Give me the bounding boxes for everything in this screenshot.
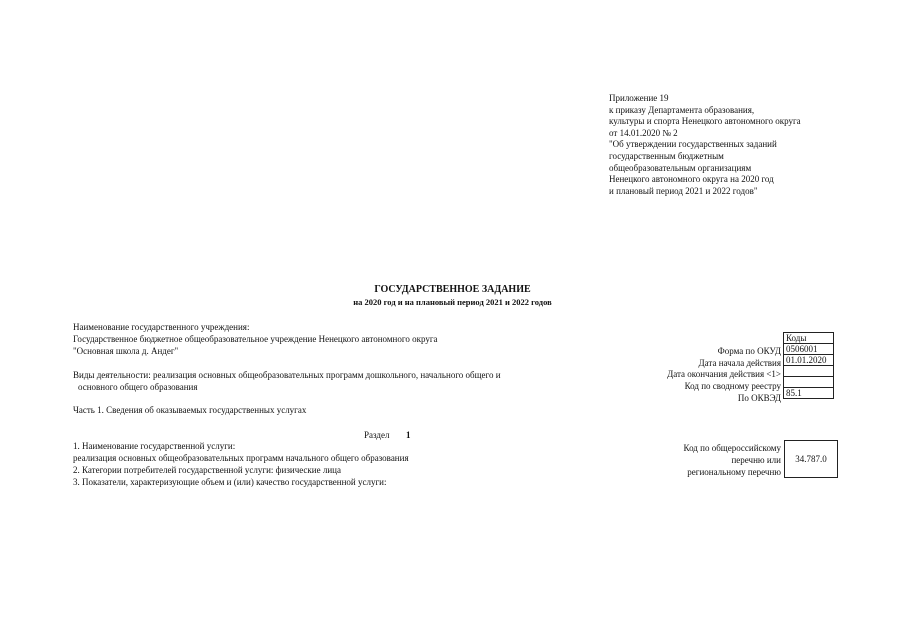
registry-code-label: Код по сводному реестру bbox=[684, 381, 781, 391]
registry-code-box bbox=[784, 440, 838, 478]
appendix-line: к приказу Департамента образования, bbox=[609, 104, 755, 115]
appendix-line: от 14.01.2020 № 2 bbox=[609, 127, 678, 138]
activity-line-2: основного общего образования bbox=[78, 382, 198, 392]
appendix-line: Ненецкого автономного округа на 2020 год bbox=[609, 174, 774, 185]
registry-code: 34.787.0 bbox=[795, 454, 827, 464]
appendix-line: культуры и спорта Ненецкого автономного округа bbox=[609, 116, 801, 127]
end-date-label: Дата окончания действия <1> bbox=[667, 369, 781, 379]
part-heading: Часть 1. Сведения об оказываемых государственных услугах bbox=[73, 405, 307, 415]
appendix-line: государственным бюджетным bbox=[609, 150, 724, 161]
institution-name-2: "Основная школа д. Андег" bbox=[73, 346, 179, 356]
appendix-block bbox=[609, 93, 801, 197]
appendix-line: и плановый период 2021 и 2022 годов" bbox=[609, 185, 758, 196]
registry-label-3: региональному перечню bbox=[687, 467, 781, 477]
activity-line: Виды деятельности: реализация основных общеобразовательных программ дошкольного, начального общего и bbox=[73, 370, 501, 380]
end-date-value bbox=[784, 366, 834, 377]
okud-value: 0506001 bbox=[784, 344, 834, 355]
service-item-3: 3. Показатели, характеризующие объем и (или) качество государственной услуги: bbox=[73, 477, 387, 487]
section-number: 1 bbox=[406, 430, 411, 440]
okved-value: 85.1 bbox=[784, 388, 834, 399]
service-item-1-value: реализация основных общеобразовательных программ начального общего образования bbox=[73, 453, 409, 463]
appendix-line: Приложение 19 bbox=[609, 93, 669, 103]
codes-header: Коды bbox=[784, 333, 834, 344]
service-item-1: 1. Наименование государственной услуги: bbox=[73, 441, 236, 451]
service-item-2: 2. Категории потребителей государственной услуги: физические лица bbox=[73, 465, 341, 475]
appendix-line: общеобразовательным организациям bbox=[609, 162, 752, 173]
appendix-line: "Об утверждении государственных заданий bbox=[609, 139, 777, 150]
codes-table bbox=[783, 332, 834, 399]
document-subtitle: на 2020 год и на плановый период 2021 и 2022 годов bbox=[353, 297, 552, 307]
registry-label-2: перечню или bbox=[731, 455, 781, 465]
registry-code-value bbox=[784, 377, 834, 388]
institution-name: Государственное бюджетное общеобразовательное учреждение Ненецкого автономного округа bbox=[73, 334, 438, 344]
okved-label: По ОКВЭД bbox=[737, 393, 781, 403]
section-label: Раздел bbox=[364, 430, 390, 440]
institution-label: Наименование государственного учреждения: bbox=[73, 322, 250, 332]
document-title: ГОСУДАРСТВЕННОЕ ЗАДАНИЕ bbox=[374, 284, 531, 295]
okud-label: Форма по ОКУД bbox=[717, 346, 781, 356]
start-date-label: Дата начала действия bbox=[698, 358, 781, 368]
registry-label-1: Код по общероссийскому bbox=[683, 443, 781, 453]
start-date-value: 01.01.2020 bbox=[784, 355, 834, 366]
